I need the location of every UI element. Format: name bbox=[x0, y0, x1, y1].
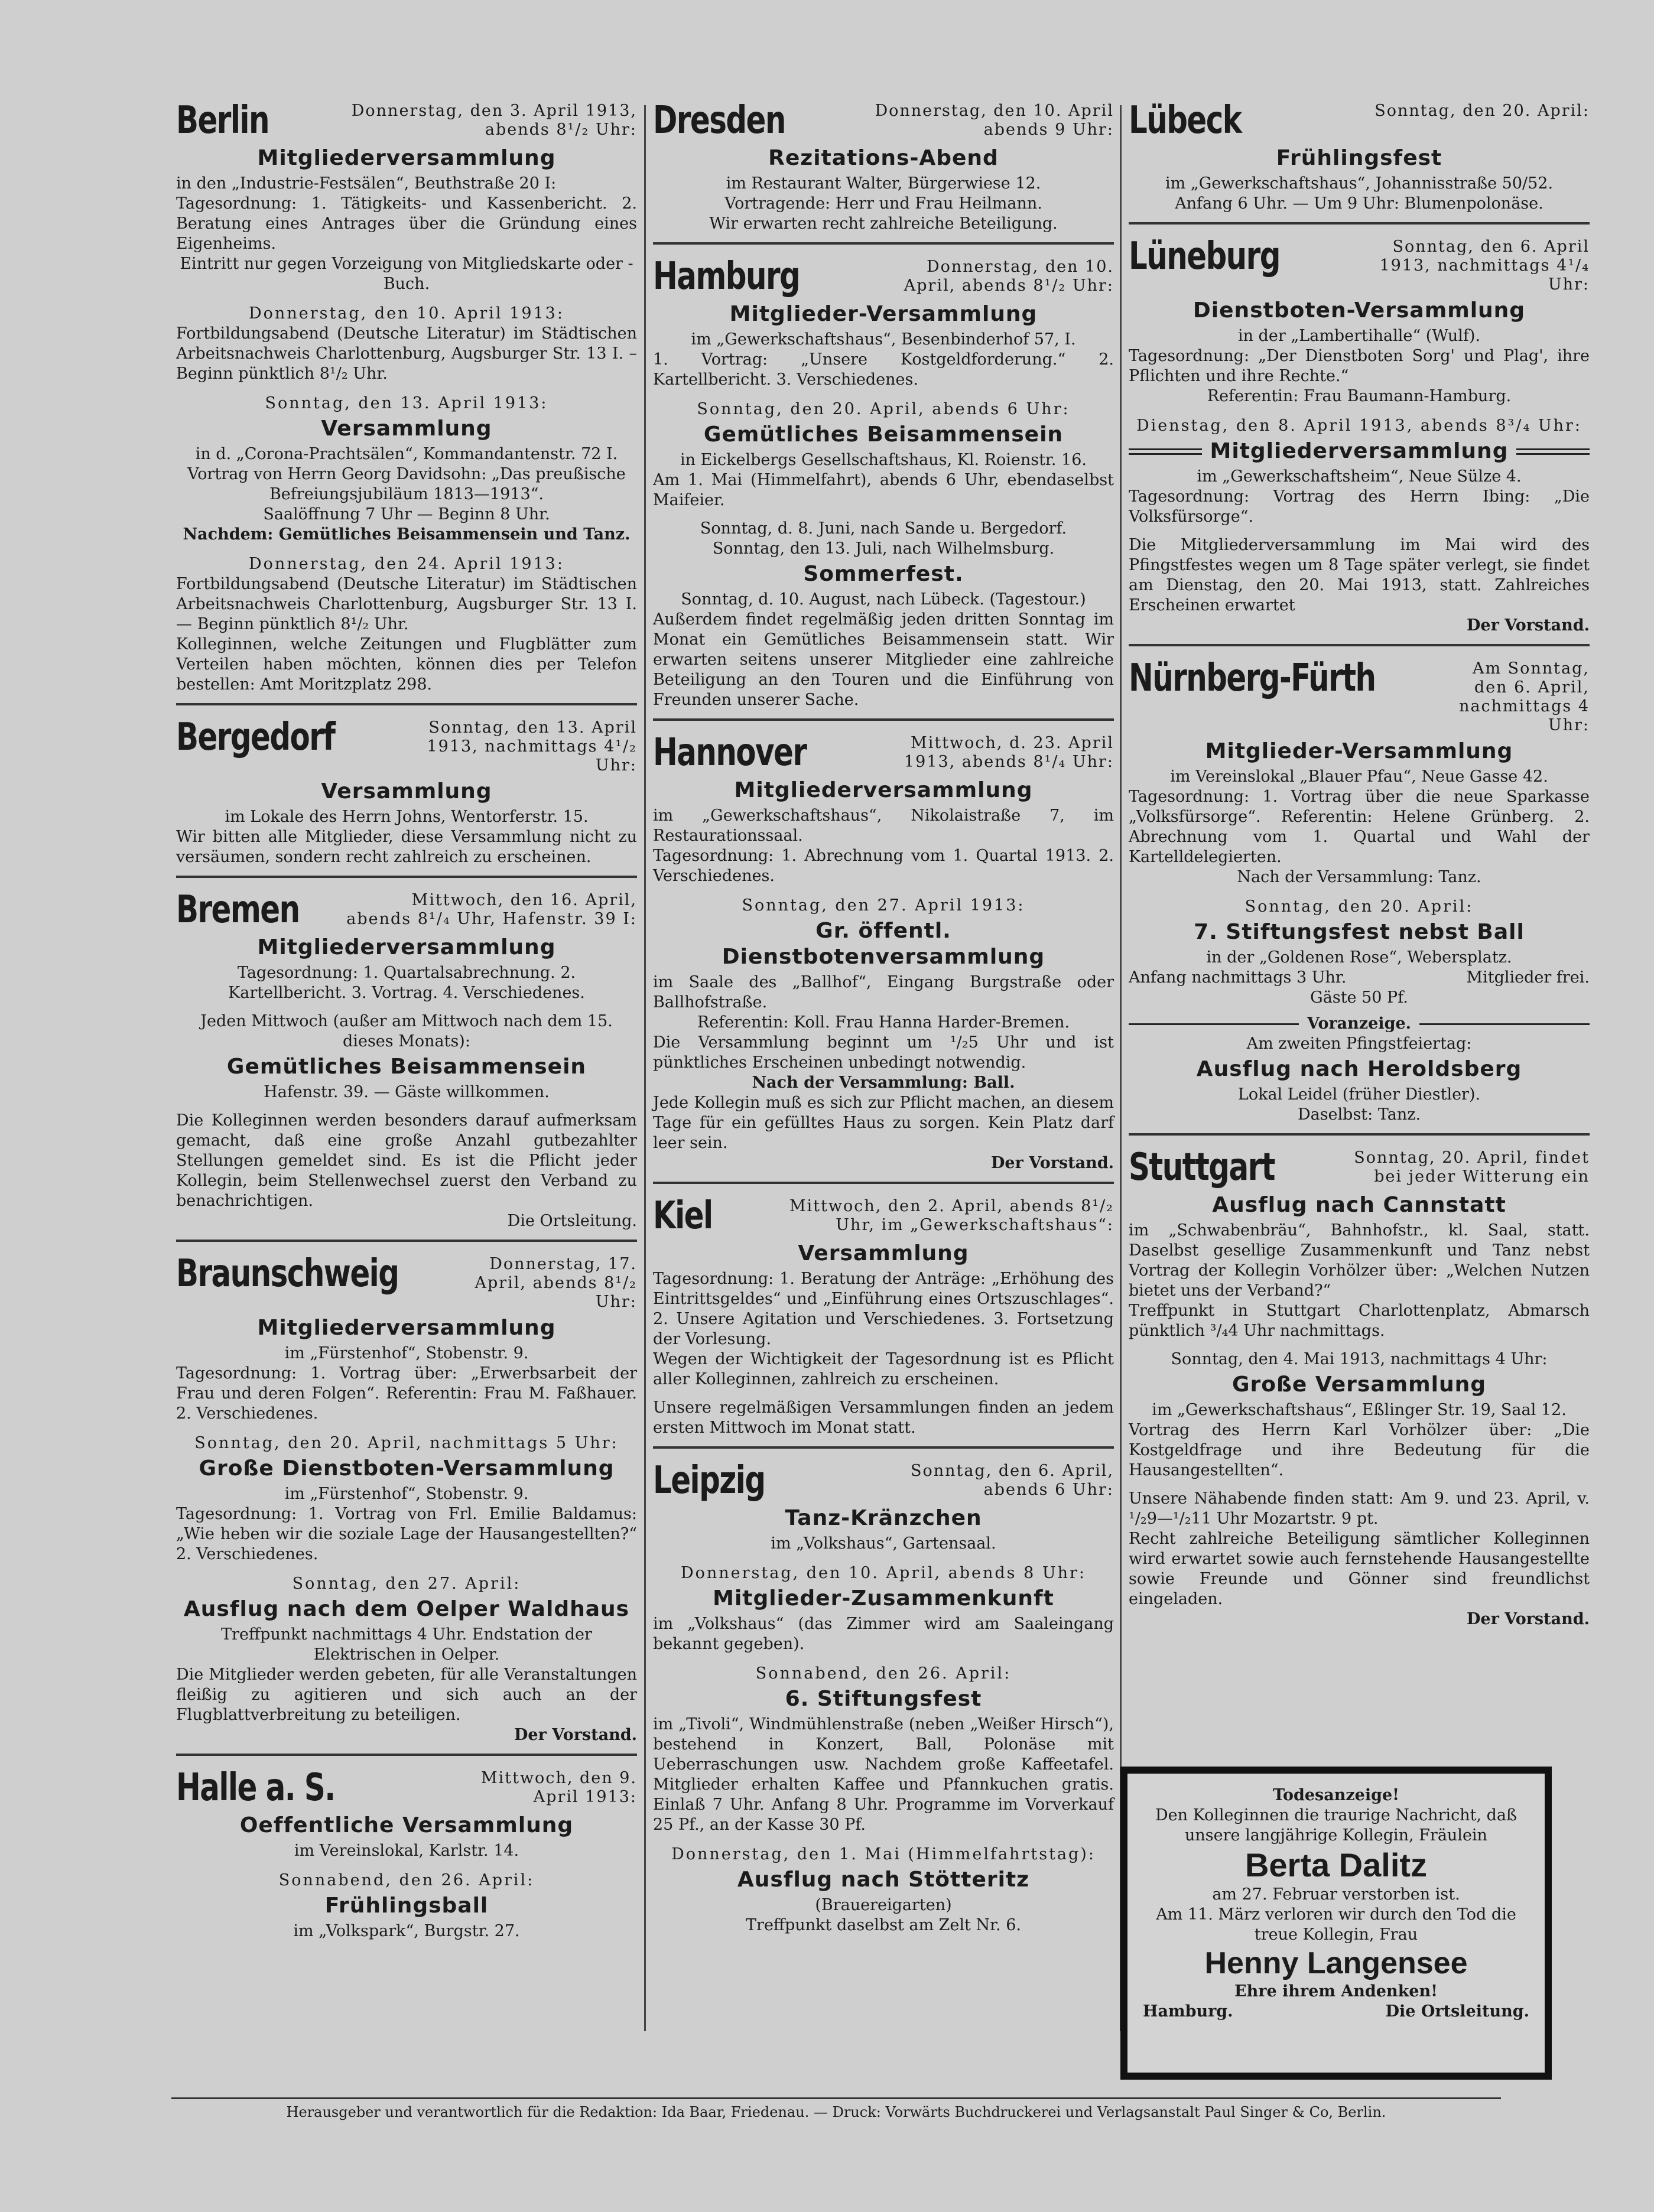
lecture: Vortrag von Herrn Georg Davidsohn: „Das preußische Befreiungsjubiläum 1813—1913“. bbox=[187, 465, 626, 503]
event-date: Sonntag, den 27. April 1913: bbox=[742, 896, 1025, 915]
imprint: Herausgeber und verantwortlich für die Redaktion: Ida Baar, Friedenau. — Druck: Vorwärts Buchdruckerei und Verlagsanstalt Paul Singer & Co, Berlin. bbox=[171, 2097, 1501, 2122]
event-title: Gemütliches Beisammensein bbox=[703, 422, 1064, 447]
event-date: Sonntag, den 20. April, nachmittags 5 Uhr: bbox=[194, 1434, 619, 1452]
excursion: Sonntag, d. 10. August, nach Lübeck. (Tagestour.) bbox=[681, 590, 1086, 609]
venue: Hafenstr. 39. — Gäste willkommen. bbox=[264, 1083, 550, 1101]
venue: in Eickelbergs Gesellschaftshaus, Kl. Roienstr. 16. bbox=[680, 451, 1087, 469]
death-notice-text: Am 11. März verloren wir durch den Tod die treue Kollegin, Frau bbox=[1156, 1905, 1516, 1944]
memorial-line: Ehre ihrem Andenken! bbox=[1234, 1982, 1438, 2000]
column-rule bbox=[1120, 105, 1122, 2031]
death-notice-text: am 27. Februar verstorben ist. bbox=[1212, 1885, 1460, 1904]
venue: in der „Goldenen Rose“, Webersplatz. bbox=[1206, 948, 1512, 967]
death-notice-text: Den Kolleginnen die traurige Nachricht, daß unsere langjährige Kollegin, Fräulein bbox=[1155, 1806, 1517, 1845]
guest-price: Gäste 50 Pf. bbox=[1310, 988, 1408, 1007]
event-title: 6. Stiftungsfest bbox=[785, 1687, 982, 1711]
event-date: Sonnabend, den 26. April: bbox=[278, 1871, 535, 1889]
event-date: Sonntag, den 13. April 1913: bbox=[265, 394, 548, 412]
signature: Der Vorstand. bbox=[1467, 1610, 1590, 1628]
note: Nach der Versammlung: Tanz. bbox=[1237, 868, 1481, 886]
event-date: Sonntag, den 20. April: bbox=[1374, 102, 1590, 120]
event-title: Ausflug nach Cannstatt bbox=[1212, 1193, 1506, 1217]
announcement-label: Voranzeige. bbox=[1307, 1014, 1412, 1033]
speaker: Referentin: Koll. Frau Hanna Harder-Bremen. bbox=[697, 1013, 1070, 1032]
venue: im „Gewerkschaftshaus“, Nikolaistraße 7, im Restaurationssaal. bbox=[653, 806, 1114, 845]
venue: in d. „Corona-Prachtsälen“, Kommandantenstr. 72 I. bbox=[195, 445, 618, 463]
event-title: Gr. öffentl. Dienstbotenversammlung bbox=[722, 919, 1045, 969]
venue: Lokal Leidel (früher Diestler). bbox=[1237, 1085, 1481, 1104]
meeting-point: Treffpunkt daselbst am Zelt Nr. 6. bbox=[746, 1916, 1021, 1934]
agenda: Tagesordnung: 1. Vortrag von Frl. Emilie Baldamus: „Wie heben wir die soziale Lage der Hausangestellten?“ 2. Verschiedenes. bbox=[176, 1505, 637, 1563]
event-date: Donnerstag, den 10. April, abends 8 Uhr: bbox=[680, 1564, 1087, 1582]
luebeck-notice bbox=[1129, 89, 1590, 225]
event-date: Donnerstag, den 3. April 1913, abends 8¹/₂ Uhr: bbox=[351, 102, 637, 139]
venue: im „Gewerkschaftsheim“, Neue Sülze 4. bbox=[1197, 467, 1522, 486]
times-row bbox=[1129, 968, 1590, 988]
venue: im „Gewerkschaftshaus“, Johannisstraße 50/52. bbox=[1165, 174, 1554, 193]
berlin-notice bbox=[176, 89, 637, 705]
lecture: Vortrag des Herrn Karl Vorhölzer über: „Die Kostgeldfrage und ihre Bedeutung für die Hausangestellten“. bbox=[1129, 1421, 1590, 1479]
death-notice bbox=[1120, 1767, 1552, 2080]
venue: im „Volkspark“, Burgstr. 27. bbox=[293, 1922, 520, 1940]
city-heading: Leipzig bbox=[653, 1459, 765, 1502]
event-title: Mitglieder-Zusammenkunft bbox=[713, 1586, 1054, 1611]
event-date: Mittwoch, d. 23. April 1913, abends 8¹/₄ Uhr: bbox=[904, 734, 1114, 771]
stuttgart-notice bbox=[1129, 1136, 1590, 1638]
city-heading: Bergedorf bbox=[176, 715, 335, 759]
halle-notice bbox=[176, 1756, 637, 1950]
meeting-point: Treffpunkt nachmittags 4 Uhr. Endstation der Elektrischen in Oelper. bbox=[221, 1625, 592, 1664]
city-heading: Lüneburg bbox=[1129, 235, 1280, 278]
event-title: Rezitations-Abend bbox=[768, 146, 999, 170]
venue: im „Gewerkschaftshaus“, Besenbinderhof 57, I. bbox=[691, 330, 1076, 349]
event-date: Sonntag, den 27. April: bbox=[292, 1575, 521, 1593]
speaker: Referentin: Frau Baumann-Hamburg. bbox=[1207, 387, 1512, 405]
city-heading: Stuttgart bbox=[1129, 1146, 1275, 1189]
event-title: Frühlingsball bbox=[324, 1894, 489, 1918]
note: Die Mitgliederversammlung im Mai wird des Pfingstfestes wegen um 8 Tage später verlegt, sie findet am Dienstag, den 20. Mai 1913, statt. Zahlreiches Erscheinen erwartet bbox=[1129, 536, 1590, 614]
column-2 bbox=[653, 89, 1114, 1944]
note: Die Mitglieder werden gebeten, für alle Veranstaltungen fleißig zu agitieren und sich auch an der Flugblattverbreitung zu beteiligen. bbox=[176, 1665, 637, 1724]
event-title: Mitgliederversammlung bbox=[257, 1316, 556, 1340]
event-date: Donnerstag, den 10. April, abends 8¹/₂ Uhr: bbox=[904, 258, 1114, 295]
bergedorf-notice bbox=[176, 705, 637, 878]
event-title: Mitgliederversammlung bbox=[1210, 439, 1509, 463]
event-title: Mitgliederversammlung bbox=[257, 935, 556, 959]
venue: im „Volkshaus“ (das Zimmer wird am Saaleingang bekannt gegeben). bbox=[653, 1615, 1114, 1653]
event-date: Sonntag, den 6. April 1913, nachmittags 4¹/₄ Uhr: bbox=[1379, 238, 1590, 294]
event-date: Mittwoch, den 2. April, abends 8¹/₂ Uhr, im „Gewerkschaftshaus“: bbox=[789, 1197, 1114, 1234]
kiel-notice bbox=[653, 1184, 1114, 1449]
event-title: Große Dienstboten-Versammlung bbox=[199, 1456, 615, 1481]
agenda: Tagesordnung: 1. Vortrag über: „Erwerbsarbeit der Frau und deren Folgen“. Referentin: Frau M. Faßhauer. 2. Verschiedenes. bbox=[176, 1364, 637, 1423]
event-date: Sonntag, den 6. April, abends 6 Uhr: bbox=[910, 1462, 1114, 1499]
death-notice-heading: Todesanzeige! bbox=[1272, 1786, 1400, 1804]
event-date: Sonntag, den 13. April 1913, nachmittags 4¹/₂ Uhr: bbox=[427, 718, 637, 775]
signature: Die Ortsleitung. bbox=[507, 1212, 637, 1230]
event-date: Donnerstag, den 24. April 1913: bbox=[249, 555, 564, 573]
note: Außerdem findet regelmäßig jeden dritten Sonntag im Monat ein Gemütliches Beisammensein statt. Wir erwarten seitens unserer Mitglieder eine zahlreiche Beteiligung an den Touren und die Einführung von Freunden unserer Sache. bbox=[653, 610, 1114, 709]
city-heading: Bremen bbox=[176, 888, 300, 932]
event-title: Mitgliederversammlung bbox=[734, 778, 1033, 802]
note: Nachdem: Gemütliches Beisammensein und Tanz. bbox=[183, 525, 631, 544]
agenda: Tagesordnung: 1. Abrechnung vom 1. Quartal 1913. 2. Verschiedenes. bbox=[653, 847, 1114, 885]
event-text: Fortbildungsabend (Deutsche Literatur) im Städtischen Arbeitsnachweis Charlottenburg, Augsburger Str. 13 I. — Beginn pünktlich 8¹/₂ Uhr. bbox=[176, 575, 637, 633]
dresden-notice bbox=[653, 89, 1114, 245]
column-rule bbox=[644, 105, 646, 2031]
announcement-rule bbox=[1129, 1014, 1590, 1034]
death-notice-footer bbox=[1143, 2002, 1529, 2022]
event-text: Am 1. Mai (Himmelfahrt), abends 6 Uhr, ebendaselbst Maifeier. bbox=[653, 471, 1114, 509]
note: Kolleginnen, welche Zeitungen und Flugblätter zum Verteilen haben möchten, können dies per Telefon bestellen: Amt Moritzplatz 298. bbox=[176, 635, 637, 694]
note: Wir bitten alle Mitglieder, diese Versammlung nicht zu versäumen, sondern recht zahlreich zu erscheinen. bbox=[176, 828, 637, 866]
event-date: Donnerstag, den 10. April abends 9 Uhr: bbox=[875, 102, 1114, 139]
city-heading: Halle a. S. bbox=[176, 1766, 335, 1810]
city-heading: Braunschweig bbox=[176, 1252, 399, 1296]
venue: im Lokale des Herrn Johns, Wentorferstr. 15. bbox=[225, 808, 589, 826]
agenda: Tagesordnung: 1. Beratung der Anträge: „Erhöhung des Eintrittsgeldes“ und „Einführung eines Ortszuschlages“. 2. Unsere Agitation und Verschiedenes. 3. Fortsetzung der Vorlesung. bbox=[653, 1270, 1114, 1348]
event-date: Donnerstag, den 10. April 1913: bbox=[249, 304, 564, 323]
venue: im „Fürstenhof“, Stobenstr. 9. bbox=[284, 1485, 529, 1503]
event-date: Sonntag, den 20. April: bbox=[1244, 897, 1474, 916]
event-date: Sonntag, 20. April, findet bei jeder Witterung ein bbox=[1354, 1149, 1590, 1186]
note: Unsere regelmäßigen Versammlungen finden an jedem ersten Mittwoch im Monat statt. bbox=[653, 1398, 1114, 1437]
event-title: Ausflug nach Heroldsberg bbox=[1196, 1057, 1522, 1081]
leipzig-notice bbox=[653, 1449, 1114, 1944]
note: Nach der Versammlung: Ball. bbox=[752, 1074, 1015, 1092]
venue: im Vereinslokal, Karlstr. 14. bbox=[294, 1842, 519, 1860]
event-title: 7. Stiftungsfest nebst Ball bbox=[1194, 920, 1525, 944]
event-text: Fortbildungsabend (Deutsche Literatur) im Städtischen Arbeitsnachweis Charlottenburg, Augsburger Str. 13 I. – Beginn pünktlich 8¹/₂ Uhr. bbox=[176, 324, 637, 383]
event-title: Versammlung bbox=[798, 1241, 969, 1266]
event-title: Große Versammlung bbox=[1231, 1372, 1487, 1397]
note: Wegen der Wichtigkeit der Tagesordnung ist es Pflicht aller Kolleginnen, zahlreich zu erscheinen. bbox=[653, 1350, 1114, 1388]
column-1 bbox=[176, 89, 637, 1950]
event-date: Mittwoch, den 16. April, abends 8¹/₄ Uhr, Hafenstr. 39 I: bbox=[346, 891, 637, 928]
event-text: im „Tivoli“, Windmühlenstraße (neben „Weißer Hirsch“), bestehend in Konzert, Ball, Polonäse mit Ueberraschungen usw. Nachdem große Kaffeetafel. Mitglieder erhalten Kaffee und Pfannkuchen gratis. Einlaß 7 Uhr. Anfang 8 Uhr. Programme im Vorverkauf 25 Pf., an der Kasse 30 Pf. bbox=[653, 1715, 1114, 1834]
signature: Der Vorstand. bbox=[991, 1154, 1114, 1172]
agenda: 1. Vortrag: „Unsere Kostgeldforderung.“ 2. Kartellbericht. 3. Verschiedenes. bbox=[653, 350, 1114, 389]
venue: (Brauereigarten) bbox=[815, 1896, 952, 1914]
event-date: Mittwoch, den 9. April 1913: bbox=[480, 1769, 637, 1806]
event-title: Gemütliches Beisammensein bbox=[226, 1055, 587, 1079]
note: Daselbst: Tanz. bbox=[1297, 1105, 1421, 1124]
event-title: Versammlung bbox=[321, 417, 492, 441]
venue: in der „Lambertihalle“ (Wulf). bbox=[1237, 327, 1481, 345]
event-date: Dienstag, den 8. April 1913, abends 8³/₄ Uhr: bbox=[1136, 417, 1582, 435]
event-text: im „Schwabenbräu“, Bahnhofstr., kl. Saal, statt. Daselbst gesellige Zusammenkunft und Tanz nebst Vortrag der Kollegin Vorhölzer über: „Welchen Nutzen bietet uns der Verband?“ bbox=[1129, 1221, 1590, 1300]
speakers: Vortragende: Herr und Frau Heilmann. bbox=[724, 194, 1042, 213]
event-title: Oeffentliche Versammlung bbox=[239, 1813, 574, 1837]
event-date: Am zweiten Pfingstfeiertag: bbox=[1246, 1035, 1472, 1053]
event-title: Sommerfest. bbox=[803, 562, 964, 586]
city-heading: Lübeck bbox=[1129, 99, 1242, 142]
venue: im „Gewerkschaftshaus“, Eßlinger Str. 19, Saal 12. bbox=[1152, 1401, 1567, 1419]
note: Jeden Mittwoch (außer am Mittwoch nach dem 15. dieses Monats): bbox=[200, 1012, 613, 1050]
lueneburg-notice bbox=[1129, 225, 1590, 646]
note: Wir erwarten recht zahlreiche Beteiligung. bbox=[709, 214, 1058, 233]
column-3 bbox=[1129, 89, 1590, 1638]
note: Recht zahlreiche Beteiligung sämtlicher Kolleginnen wird erwartet sowie auch fernstehende Hausangestellte sowie Freunde und Gönner sind freundlichst eingeladen. bbox=[1129, 1530, 1590, 1608]
event-title: Ausflug nach Stötteritz bbox=[737, 1868, 1030, 1892]
venue: im Restaurant Walter, Bürgerwiese 12. bbox=[726, 174, 1041, 193]
title-rule bbox=[1129, 436, 1590, 467]
times: Saalöffnung 7 Uhr — Beginn 8 Uhr. bbox=[263, 505, 550, 523]
signature: Der Vorstand. bbox=[1467, 616, 1590, 635]
braunschweig-notice bbox=[176, 1242, 637, 1756]
event-title: Mitglieder-Versammlung bbox=[1205, 739, 1513, 763]
place: Hamburg. bbox=[1143, 2002, 1233, 2021]
member-price: Mitglieder frei. bbox=[1466, 968, 1590, 987]
agenda: Tagesordnung: 1. Tätigkeits- und Kassenbericht. 2. Beratung eines Antrages über die Gründung eines Eigenheims. bbox=[176, 194, 637, 253]
event-title: Mitglieder-Versammlung bbox=[729, 302, 1038, 326]
city-heading: Dresden bbox=[653, 99, 785, 142]
venue: im „Fürstenhof“, Stobenstr. 9. bbox=[284, 1344, 529, 1362]
times: Anfang 6 Uhr. — Um 9 Uhr: Blumenpolonäse. bbox=[1175, 194, 1543, 213]
event-date: Sonntag, den 20. April, abends 6 Uhr: bbox=[697, 400, 1070, 418]
event-title: Tanz-Kränzchen bbox=[785, 1506, 982, 1530]
venue: in den „Industrie-Festsälen“, Beuthstraße 20 I: bbox=[176, 174, 557, 193]
deceased-name: Berta Dalitz bbox=[1244, 1846, 1428, 1884]
note: Jede Kollegin muß es sich zur Pflicht machen, an diesem Tage für ein gefülltes Haus zu sorgen. Kein Platz darf leer sein. bbox=[653, 1094, 1114, 1152]
event-date: Sonnabend, den 26. April: bbox=[755, 1664, 1012, 1683]
city-heading: Hamburg bbox=[653, 255, 800, 298]
hannover-notice bbox=[653, 721, 1114, 1184]
event-title: Dienstboten-Versammlung bbox=[1192, 298, 1526, 323]
event-date: Donnerstag, den 1. Mai (Himmelfahrtstag): bbox=[671, 1845, 1096, 1863]
event-title: Versammlung bbox=[321, 779, 492, 804]
agenda: Tagesordnung: 1. Vortrag über die neue Sparkasse „Volksfürsorge“. Referentin: Helene Grünberg. 2. Abrechnung vom 1. Quartal und Wahl der Kartelldelegierten. bbox=[1129, 788, 1590, 866]
venue: im Vereinslokal „Blauer Pfau“, Neue Gasse 42. bbox=[1170, 767, 1548, 786]
nuernberg-notice bbox=[1129, 646, 1590, 1136]
excursion: Sonntag, den 13. Juli, nach Wilhelmsburg. bbox=[712, 539, 1055, 558]
bremen-notice bbox=[176, 878, 637, 1242]
signature: Der Vorstand. bbox=[514, 1726, 637, 1744]
event-date: Donnerstag, 17. April, abends 8¹/₂ Uhr: bbox=[475, 1255, 637, 1311]
hamburg-notice bbox=[653, 245, 1114, 721]
note: Eintritt nur gegen Vorzeigung von Mitgliedskarte oder -Buch. bbox=[180, 255, 633, 293]
note: Die Versammlung beginnt um ¹/₂5 Uhr und ist pünktliches Erscheinen unbedingt notwendig. bbox=[653, 1033, 1114, 1072]
excursion: Sonntag, d. 8. Juni, nach Sande u. Bergedorf. bbox=[700, 519, 1067, 538]
note: Unsere Nähabende finden statt: Am 9. und 23. April, v. ¹/₂9—¹/₂11 Uhr Mozartstr. 9 pt. bbox=[1129, 1489, 1590, 1528]
agenda: Tagesordnung: Vortrag des Herrn Ibing: „Die Volksfürsorge“. bbox=[1129, 487, 1590, 526]
start-time: Anfang nachmittags 3 Uhr. bbox=[1129, 968, 1347, 987]
event-date: Sonntag, den 4. Mai 1913, nachmittags 4 Uhr: bbox=[1171, 1350, 1548, 1368]
city-heading: Nürnberg-Fürth bbox=[1129, 656, 1376, 700]
event-date: Am Sonntag, den 6. April, nachmittags 4 Uhr: bbox=[1459, 659, 1590, 734]
event-title: Frühlingsfest bbox=[1276, 146, 1442, 170]
event-title: Mitgliederversammlung bbox=[257, 146, 556, 170]
note: Die Kolleginnen werden besonders darauf aufmerksam gemacht, daß eine große Anzahl gutbezahlter Stellungen gemeldet sind. Es ist die Pflicht jeder Kollegin, beim Stellenwechsel zuerst den Verband zu benachrichtigen. bbox=[176, 1111, 637, 1210]
deceased-name: Henny Langensee bbox=[1204, 1946, 1468, 1980]
city-heading: Hannover bbox=[653, 731, 807, 775]
city-heading: Kiel bbox=[653, 1194, 713, 1238]
agenda: Tagesordnung: 1. Quartalsabrechnung. 2. Kartellbericht. 3. Vortrag. 4. Verschiedenes. bbox=[228, 964, 585, 1002]
signature: Die Ortsleitung. bbox=[1385, 2002, 1529, 2021]
venue: im „Volkshaus“, Gartensaal. bbox=[771, 1534, 996, 1553]
meeting-point: Treffpunkt in Stuttgart Charlottenplatz, Abmarsch pünktlich ³/₄4 Uhr nachmittags. bbox=[1129, 1302, 1590, 1340]
venue: im Saale des „Ballhof“, Eingang Burgstraße oder Ballhofstraße. bbox=[653, 973, 1114, 1011]
agenda: Tagesordnung: „Der Dienstboten Sorg' und Plag', ihre Pflichten und ihre Rechte.“ bbox=[1129, 347, 1590, 385]
event-title: Ausflug nach dem Oelper Waldhaus bbox=[183, 1597, 630, 1621]
city-heading: Berlin bbox=[176, 99, 269, 142]
